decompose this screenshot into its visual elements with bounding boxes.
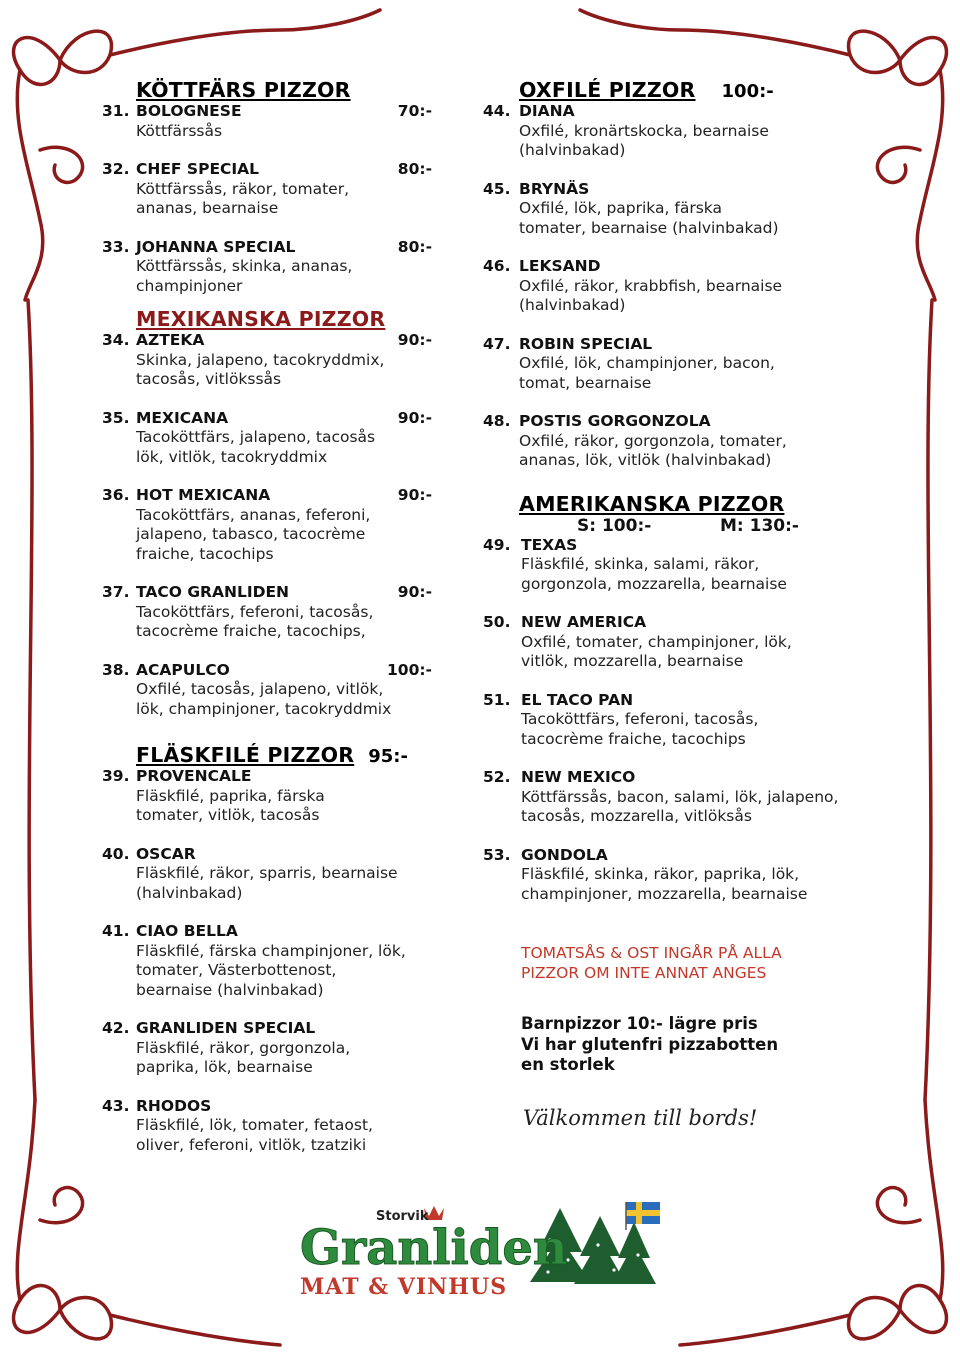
menu-item-price: 100:- <box>387 660 432 679</box>
menu-item-ingredients: Oxfilé, tomater, champinjoner, lök, <box>521 632 792 651</box>
menu-item-title <box>483 536 873 556</box>
note-children-gluten <box>483 1014 873 1076</box>
menu-item-title <box>483 613 873 633</box>
menu-item-ingredients: Tacoköttfärs, jalapeno, tacosås <box>136 428 376 446</box>
menu-item-title <box>483 691 873 711</box>
menu-item-title <box>102 331 432 351</box>
oxfile-items <box>483 102 873 471</box>
menu-item <box>483 613 873 672</box>
section-oxfile-heading-row <box>483 78 873 102</box>
menu-item-number: 37. <box>102 583 130 601</box>
menu-item <box>102 486 432 564</box>
menu-item-ingredients: Fläskfilé, lök, tomater, fetaost, <box>136 1116 373 1134</box>
section-amerikanska-heading-row <box>483 492 873 516</box>
menu-item-title <box>483 846 873 866</box>
menu-item-ingredients: Tacoköttfärs, ananas, feferoni, <box>136 505 371 524</box>
right-column <box>483 78 873 1130</box>
menu-item-name: POSTIS GORGONZOLA <box>519 412 711 430</box>
section-price-oxfile: 100:- <box>721 81 774 102</box>
menu-item-name: BRYNÄS <box>519 179 590 198</box>
menu-item-ingredients: (halvinbakad) <box>519 296 626 314</box>
menu-item-title <box>102 1019 432 1039</box>
note-ingredients <box>483 943 873 983</box>
menu-item <box>102 922 432 1000</box>
menu-item-ingredients: Fläskfilé, räkor, gorgonzola, <box>136 1038 351 1057</box>
menu-item-number: 32. <box>102 160 130 178</box>
menu-item <box>102 583 432 642</box>
menu-item <box>483 691 873 750</box>
note-line: PIZZOR OM INTE ANNAT ANGES <box>521 964 767 982</box>
menu-item-number: 38. <box>102 660 130 679</box>
section-flaskfile-heading-row <box>102 743 432 767</box>
menu-item <box>102 409 432 468</box>
menu-item-name: DIANA <box>519 102 575 120</box>
menu-item-number: 52. <box>483 768 511 786</box>
menu-item-number: 50. <box>483 613 511 631</box>
menu-item <box>483 335 873 394</box>
granliden-logo <box>298 1200 668 1300</box>
menu-item <box>102 1019 432 1078</box>
note-line: en storlek <box>521 1055 615 1074</box>
menu-item-price: 90:- <box>397 583 432 601</box>
menu-item-name: CIAO BELLA <box>136 922 238 940</box>
menu-item-number: 41. <box>102 922 130 940</box>
section-heading-oxfile: OXFILÉ PIZZOR <box>519 78 696 102</box>
menu-item-ingredients: jalapeno, tabasco, tacocrème <box>136 525 366 543</box>
menu-item-title <box>483 257 873 277</box>
logo-sub-text: MAT & VINHUS <box>300 1274 508 1300</box>
menu-item-price: 80:- <box>397 160 432 178</box>
menu-item-ingredients: tacocrème fraiche, tacochips, <box>136 622 366 640</box>
menu-item-title <box>483 335 873 355</box>
section-price-flaskfile: 95:- <box>368 746 408 767</box>
menu-item <box>102 238 432 297</box>
menu-item-ingredients: Fläskfilé, paprika, färska <box>136 786 325 805</box>
menu-item-ingredients: (halvinbakad) <box>519 141 626 159</box>
menu-item <box>102 1097 432 1156</box>
menu-item-name: BOLOGNESE <box>136 102 242 120</box>
menu-item-price: 90:- <box>397 331 432 349</box>
menu-item-number: 36. <box>102 486 130 504</box>
menu-item-number: 43. <box>102 1096 130 1115</box>
menu-item-number: 31. <box>102 102 130 120</box>
section-heading-kottfars: KÖTTFÄRS PIZZOR <box>136 78 351 102</box>
logo-top-text: Storvik <box>376 1209 429 1224</box>
menu-item <box>102 661 432 720</box>
menu-item-ingredients: ananas, bearnaise <box>136 199 279 217</box>
menu-item <box>483 768 873 827</box>
menu-item <box>483 180 873 239</box>
menu-item-number: 34. <box>102 331 130 349</box>
menu-item-ingredients: Oxfilé, kronärtskocka, bearnaise <box>519 121 769 140</box>
menu-item-ingredients: oliver, feferoni, vitlök, tzatziki <box>136 1135 367 1154</box>
menu-item-name: OSCAR <box>136 844 196 863</box>
menu-item-ingredients: tomater, Västerbottenost, <box>136 961 337 979</box>
menu-item-ingredients: Fläskfilé, räkor, sparris, bearnaise <box>136 864 398 882</box>
menu-item-name: LEKSAND <box>519 257 601 275</box>
menu-item <box>483 257 873 316</box>
menu-item-name: JOHANNA SPECIAL <box>136 237 296 256</box>
menu-item-name: ACAPULCO <box>136 660 230 679</box>
left-column <box>102 78 432 1155</box>
menu-item-title <box>483 768 873 788</box>
menu-item-ingredients: tomater, vitlök, tacosås <box>136 806 320 824</box>
menu-item-ingredients: Tacoköttfärs, feferoni, tacosås, <box>521 710 759 728</box>
menu-item-ingredients: Fläskfilé, skinka, salami, räkor, <box>521 555 760 573</box>
menu-item-ingredients: tacosås, vitlökssås <box>136 370 282 388</box>
menu-item-number: 51. <box>483 690 511 709</box>
menu-item-ingredients: vitlök, mozzarella, bearnaise <box>521 652 744 670</box>
menu-item-ingredients: lök, champinjoner, tacokryddmix <box>136 699 392 718</box>
size-m-price: M: 130:- <box>720 515 799 536</box>
menu-item <box>483 412 873 471</box>
menu-item-ingredients: tomater, bearnaise (halvinbakad) <box>519 218 779 237</box>
menu-item-title <box>102 409 432 429</box>
menu-item <box>102 102 432 141</box>
menu-item-number: 48. <box>483 412 511 430</box>
section-kottfars-heading-row <box>102 78 432 102</box>
menu-item-ingredients: Tacoköttfärs, feferoni, tacosås, <box>136 602 374 621</box>
menu-item-title <box>483 180 873 200</box>
menu-item-title <box>483 412 873 432</box>
note-line: TOMATSÅS & OST INGÅR PÅ ALLA <box>521 944 782 962</box>
logo-name-text: Granliden <box>300 1220 568 1276</box>
menu-item-ingredients: tacosås, mozzarella, vitlöksås <box>521 807 752 825</box>
menu-item-number: 44. <box>483 102 511 120</box>
menu-item-ingredients: tacocrème fraiche, tacochips <box>521 729 746 748</box>
section-heading-flaskfile: FLÄSKFILÉ PIZZOR <box>136 743 355 767</box>
menu-item-ingredients: Oxfilé, tacosås, jalapeno, vitlök, <box>136 680 384 698</box>
size-prices <box>483 516 873 536</box>
menu-item-ingredients: fraiche, tacochips <box>136 544 274 563</box>
menu-item-title <box>102 767 432 787</box>
menu-item-number: 33. <box>102 237 130 256</box>
menu-item-number: 46. <box>483 257 511 275</box>
note-line: Barnpizzor 10:- lägre pris <box>521 1014 758 1033</box>
menu-item-name: TACO GRANLIDEN <box>136 583 290 601</box>
menu-item-price: 90:- <box>397 486 432 504</box>
menu-item-ingredients: Skinka, jalapeno, tacokryddmix, <box>136 350 385 369</box>
menu-item-name: HOT MEXICANA <box>136 486 271 504</box>
menu-item-name: NEW MEXICO <box>521 768 636 786</box>
menu-item-price: 90:- <box>397 408 432 427</box>
menu-item-number: 42. <box>102 1019 130 1037</box>
menu-item <box>483 536 873 595</box>
menu-item-number: 47. <box>483 334 511 353</box>
menu-item-title <box>102 486 432 506</box>
menu-item-price: 80:- <box>397 237 432 256</box>
menu-item-price: 70:- <box>397 102 432 120</box>
menu-item-name: CHEF SPECIAL <box>136 160 260 178</box>
menu-item <box>483 846 873 905</box>
welcome-text: Välkommen till bords! <box>523 1105 758 1130</box>
menu-item-name: PROVENCALE <box>136 767 252 785</box>
menu-item-ingredients: Oxfilé, lök, paprika, färska <box>519 199 722 217</box>
menu-item-ingredients: gorgonzola, mozzarella, bearnaise <box>521 574 787 593</box>
menu-item-ingredients: Fläskfilé, skinka, räkor, paprika, lök, <box>521 865 800 883</box>
menu-item-ingredients: Köttfärssås, räkor, tomater, <box>136 179 350 198</box>
menu-item-ingredients: lök, vitlök, tacokryddmix <box>136 447 328 466</box>
menu-item <box>102 767 432 826</box>
menu-item-title <box>102 102 432 122</box>
menu-item-ingredients: Oxfilé, lök, champinjoner, bacon, <box>519 354 775 372</box>
menu-item-number: 39. <box>102 767 130 785</box>
menu-item-ingredients: Oxfilé, räkor, krabbfish, bearnaise <box>519 276 783 295</box>
section-heading-amerikanska: AMERIKANSKA PIZZOR <box>519 491 785 516</box>
menu-item-ingredients: Fläskfilé, färska champinjoner, lök, <box>136 941 406 960</box>
menu-item-number: 40. <box>102 844 130 863</box>
menu-item-ingredients: champinjoner <box>136 276 243 295</box>
menu-item <box>102 160 432 219</box>
menu-item-title <box>102 1097 432 1117</box>
menu-item-name: ROBIN SPECIAL <box>519 334 653 353</box>
menu-item <box>102 845 432 904</box>
menu-item-ingredients: bearnaise (halvinbakad) <box>136 980 324 999</box>
menu-item-title <box>102 845 432 865</box>
menu-item <box>102 331 432 390</box>
menu-item-name: GRANLIDEN SPECIAL <box>136 1019 316 1037</box>
menu-item-title <box>483 102 873 122</box>
menu-item-ingredients: ananas, lök, vitlök (halvinbakad) <box>519 451 772 469</box>
menu-item-title <box>102 583 432 603</box>
menu-item-title <box>102 922 432 942</box>
menu-item-name: EL TACO PAN <box>521 690 634 709</box>
menu-item-title <box>102 160 432 180</box>
menu-item-ingredients: Oxfilé, räkor, gorgonzola, tomater, <box>519 431 787 450</box>
menu-item-number: 45. <box>483 179 511 198</box>
flaskfile-items <box>102 767 432 1155</box>
menu-item-ingredients: paprika, lök, bearnaise <box>136 1058 313 1076</box>
menu-item-name: RHODOS <box>136 1096 212 1115</box>
menu-item-ingredients: Köttfärssås, bacon, salami, lök, jalapeno, <box>521 787 839 806</box>
menu-item-ingredients: Köttfärssås <box>136 121 223 140</box>
menu-item <box>483 102 873 161</box>
section-heading-mexikanska: MEXIKANSKA PIZZOR <box>136 307 386 331</box>
menu-item-number: 49. <box>483 535 511 554</box>
menu-item-name: GONDOLA <box>521 845 608 864</box>
amerikanska-items <box>483 536 873 905</box>
menu-item-ingredients: Köttfärssås, skinka, ananas, <box>136 257 353 275</box>
menu-item-name: AZTEKA <box>136 331 205 349</box>
section-mexikanska-heading-row <box>102 307 432 331</box>
menu-item-ingredients: (halvinbakad) <box>136 883 243 902</box>
menu-item-name: MEXICANA <box>136 408 229 427</box>
menu-item-name: TEXAS <box>521 535 578 554</box>
kottfars-items <box>102 102 432 296</box>
menu-item-ingredients: tomat, bearnaise <box>519 373 652 392</box>
mexikanska-items <box>102 331 432 719</box>
size-s-price: S: 100:- <box>577 515 652 536</box>
menu-item-number: 35. <box>102 408 130 427</box>
menu-item-name: NEW AMERICA <box>521 613 647 631</box>
note-line: Vi har glutenfri pizzabotten <box>521 1034 779 1054</box>
menu-item-title <box>102 238 432 258</box>
menu-item-number: 53. <box>483 845 511 864</box>
menu-item-title <box>102 661 432 681</box>
menu-item-ingredients: champinjoner, mozzarella, bearnaise <box>521 884 808 903</box>
